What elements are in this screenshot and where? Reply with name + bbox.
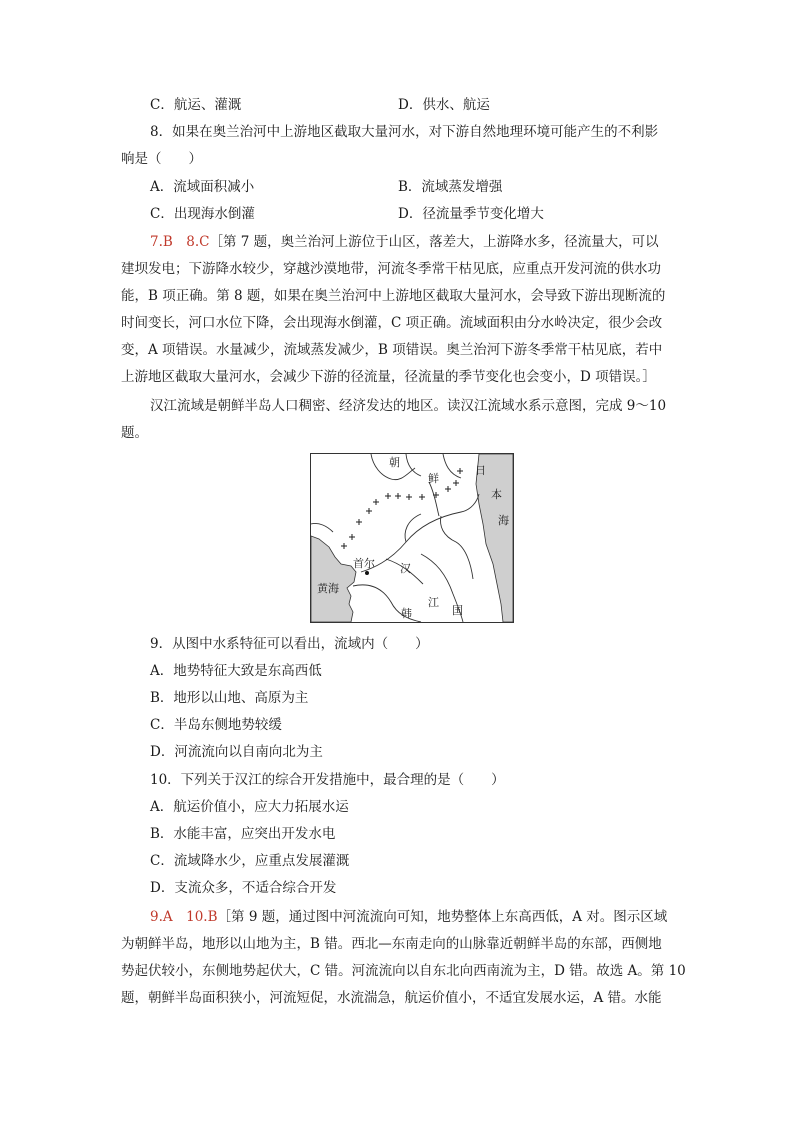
label-seoul: 首尔	[353, 557, 375, 570]
q10-option-b: B．水能丰富，应突出开发水电	[150, 826, 336, 842]
label-chao: 朝	[389, 456, 400, 469]
label-han1: 汉	[400, 562, 411, 575]
answer-7-8-line4: 时间变长，河口水位下降，会出现海水倒灌，C 项正确。流域面积由分水岭决定，很少会改	[121, 315, 663, 331]
label-guo: 国	[452, 604, 463, 617]
answer-7-8-key: 7.B 8.C	[150, 234, 210, 250]
q7-option-c: C．航运、灌溉	[150, 97, 242, 113]
answer-9-10-text1: ［第 9 题，通过图中河流流向可知，地势整体上东高西低，A 对。图示区域	[217, 909, 668, 925]
q9-option-c: C．半岛东侧地势较缓	[150, 717, 282, 733]
yellow-sea-area	[311, 536, 356, 622]
q9-option-d: D．河流流向以自南向北为主	[150, 744, 323, 760]
q9-option-b: B．地形以山地、高原为主	[150, 690, 309, 706]
han-river-map-svg	[311, 454, 513, 622]
q8-option-b: B．流域蒸发增强	[398, 179, 503, 195]
east-sea-area	[476, 454, 513, 622]
answer-7-8-text1: ［第 7 题，奥兰治河上游位于山区，落差大，上游降水多，径流量大，可以	[209, 234, 659, 250]
q8-stem-line2: 响是（ ）	[121, 151, 202, 167]
label-ben: 本	[491, 488, 502, 501]
answer-9-10-line4: 题，朝鲜半岛面积狭小，河流短促，水流湍急，航运价值小，不适宜发展水运，A 错。水能	[121, 990, 662, 1006]
label-han2: 韩	[401, 607, 412, 620]
q7-option-d: D．供水、航运	[398, 97, 490, 113]
intro-line1: 汉江流域是朝鲜半岛人口稠密、经济发达的地区。读汉江流域水系示意图，完成 9～10	[150, 398, 667, 414]
q10-stem: 10．下列关于汉江的综合开发措施中，最合理的是（ ）	[150, 772, 505, 788]
q8-stem-line1: 8．如果在奥兰治河中上游地区截取大量河水，对下游自然地理环境可能产生的不利影	[150, 124, 659, 140]
answer-7-8-line6: 上游地区截取大量河水，会减少下游的径流量，径流量的季节变化也会变小，D 项错误。］	[121, 369, 656, 385]
answer-7-8-line3: 能，B 项正确。第 8 题，如果在奥兰治河中上游地区截取大量河水，会导致下游出现断流的	[121, 288, 666, 304]
q8-option-c: C．出现海水倒灌	[150, 206, 255, 222]
han-river-map	[310, 453, 514, 623]
answer-7-8-line5: 变，A 项错误。水量减少，流域蒸发减少，B 项错误。奥兰治河下游冬季常干枯见底，若中	[121, 342, 663, 358]
answer-9-10-key: 9.A 10.B	[150, 909, 218, 925]
label-yellow-sea: 黄海	[317, 582, 339, 595]
label-xian: 鲜	[428, 472, 439, 485]
q9-option-a: A．地势特征大致是东高西低	[150, 663, 322, 679]
q10-option-c: C．流域降水少，应重点发展灌溉	[150, 853, 350, 869]
q9-stem: 9．从图中水系特征可以看出，流域内（ ）	[150, 636, 429, 652]
q10-option-a: A．航运价值小，应大力拓展水运	[150, 799, 349, 815]
answer-9-10-line3: 势起伏较小，东侧地势起伏大，C 错。河流流向以自东北向西南流为主，D 错。故选 A。第 10	[121, 963, 686, 979]
intro-line2: 题。	[121, 425, 148, 441]
label-jiang: 江	[428, 596, 439, 609]
q8-option-d: D．径流量季节变化增大	[398, 206, 544, 222]
q10-option-d: D．支流众多，不适合综合开发	[150, 880, 337, 896]
q8-option-a: A．流域面积减小	[150, 179, 255, 195]
answer-9-10-line2: 为朝鲜半岛，地形以山地为主，B 错。西北—东南走向的山脉靠近朝鲜半岛的东部，西侧地	[121, 936, 662, 952]
label-ri: 日	[475, 464, 486, 477]
answer-7-8-line2: 建坝发电；下游降水较少，穿越沙漠地带，河流冬季常干枯见底，应重点开发河流的供水功	[121, 261, 661, 277]
answer-9-10-line1	[150, 908, 667, 926]
watershed-line	[341, 468, 463, 549]
label-hai-east: 海	[498, 514, 509, 527]
seoul-marker	[365, 571, 369, 575]
answer-7-8-line1	[150, 233, 659, 251]
